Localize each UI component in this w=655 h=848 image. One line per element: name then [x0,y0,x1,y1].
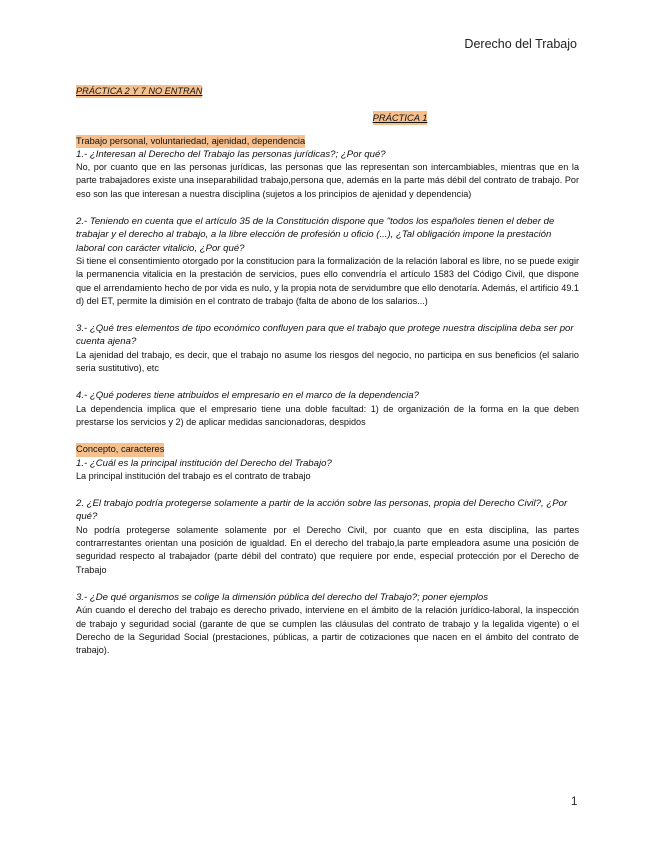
section-heading: Concepto, caracteres [76,443,164,456]
practice-notice: PRÁCTICA 2 Y 7 NO ENTRAN [76,85,202,98]
document-body [76,85,579,657]
question: 2.- Teniendo en cuenta que el artículo 35 de la Constitución dispone que "todos los españoles tienen el deber de trabajar y el derecho al trabajo, a la libre elección de profesión u oficio (...), ¿Tal obligación impone la prestación laboral con carácter vitalicio, ¿Por qué? [76,216,555,254]
page-number: 1 [571,796,578,808]
answer: No, por cuanto que en las personas jurídicas, las personas que las representan son intercambiables, mientras que en la parte trabajadores existe una inseparabilidad trabajo,persona que, además en la parte más débil del contrato de trabajo. Por eso son las que interesan a nuestra disciplina (sujetos a los principios de ajenidad y dependencia) [76,162,579,199]
question: 2. ¿El trabajo podría protegerse solamente a partir de la acción sobre las personas, propia del Derecho Civil?, ¿Por qué? [76,498,568,523]
section-heading: Trabajo personal, voluntariedad, ajenidad, dependencia [76,135,305,148]
answer: Si tiene el consentimiento otorgado por la constitucion para la formalización de la relación laboral es libre, no se puede exigir la permanencia vitalicia en la prestación de servicios, pues ello convendría el artículo 1583 del Código Civil, que dispone que el arrendamiento hecho de por vida es nulo, y la propia nota de servidumbre que ello denotaría. Además, el artificio 49.1 d) del ET, permite la dimisión en el contrato de trabajo (falta de abono de los salarios...) [76,255,579,306]
answer: Aún cuando el derecho del trabajo es derecho privado, interviene en el ámbito de la relación jurídico-laboral, la inspección de trabajo y seguridad social (garante de que se cumplen las cláusulas del contrato de trabajo y la legalida vigente) o el Derecho de la Seguridad Social (prestaciones, públicas, a partir de cotizaciones que nacen en el ámbito del contrato de trabajo). [76,605,579,656]
question: 4.- ¿Qué poderes tiene atribuidos el empresario en el marco de la dependencia? [76,390,419,402]
answer: La ajenidad del trabajo, es decir, que el trabajo no asume los riesgos del negocio, no participa en sus beneficios (el salario seria sustitutivo), etc [76,349,579,374]
answer: La dependencia implica que el empresario tiene una doble facultad: 1) de organización de la forma en la que deben prestarse los servicios y 2) de aplicar medidas sancionadoras, despidos [76,403,579,427]
answer: La principal institución del trabajo es el contrato de trabajo [76,470,311,481]
question: 1.- ¿Cuál es la principal institución del Derecho del Trabajo? [76,457,332,469]
question: 3.- ¿Qué tres elementos de tipo económico confluyen para que el trabajo que protege nuestra disciplina deba ser por cuenta ajena? [76,323,574,348]
question: 3.- ¿De qué organismos se colige la dimensión pública del derecho del Trabajo?; poner ejemplos [76,591,489,603]
document-header: Derecho del Trabajo [464,37,577,51]
question: 1.- ¿Interesan al Derecho del Trabajo las personas jurídicas?; ¿Por qué? [76,148,386,160]
answer: No podría protegerse solamente solamente por el Derecho Civil, por cuanto que en esta disciplina, las partes contrarrestantes orientan una posición de igualdad. En el derecho del trabajo,la parte empleadora asume una posición de seguridad respecto al trabajador (parte débil del contrato) que requiere por ende, especial protección por el Derecho de Trabajo [76,524,579,575]
practice-title: PRÁCTICA 1 [372,112,428,124]
